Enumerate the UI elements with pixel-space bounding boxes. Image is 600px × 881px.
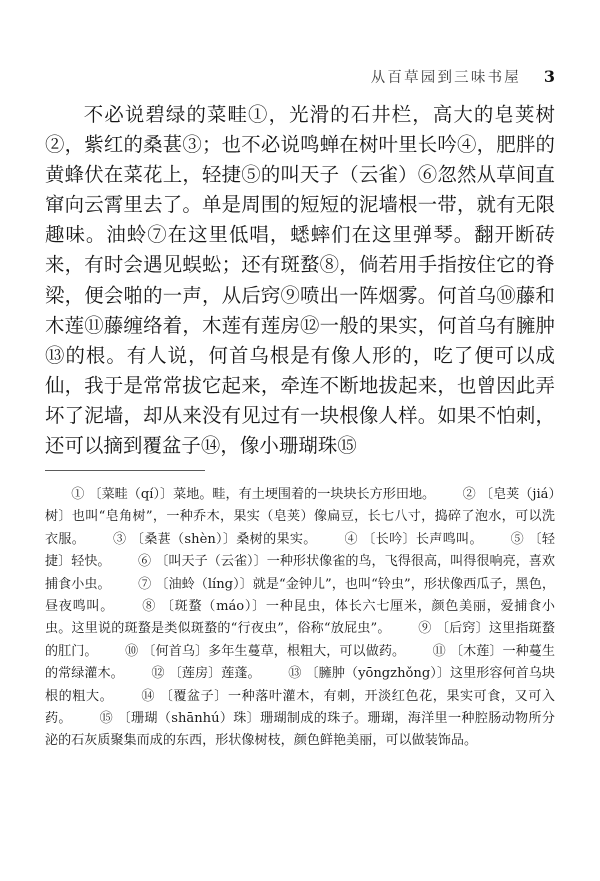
running-head	[45, 66, 555, 90]
chapter-title: 从百草园到三味书屋	[370, 70, 521, 86]
footnote-text: 〔莲房〕莲蓬。	[168, 666, 261, 682]
footnote-marker: ⑫	[151, 666, 169, 682]
footnote-text: 〔皂荚（jiá）树〕也叫“皂角树”，一种乔木，果实（皂荚）像扁豆，长七八寸，捣碎了泡水，可以洗衣服。	[45, 487, 555, 547]
footnote-paragraph	[45, 484, 555, 753]
footnote-separator-rule	[45, 470, 205, 471]
footnote-marker: ①	[71, 487, 89, 502]
footnote-text: 〔菜畦（qí）〕菜地。畦，有土埂围着的一块块长方形田地。	[88, 487, 436, 502]
footnote-item	[45, 711, 555, 748]
footnote-text: 〔何首乌〕多年生蔓草，根粗大，可以做药。	[142, 643, 406, 659]
footnote-marker: ③	[112, 531, 131, 547]
footnote-marker: ⑮	[99, 711, 118, 727]
footnote-marker: ⑩	[125, 643, 143, 659]
footnote-marker: ⑪	[432, 643, 450, 659]
footnote-text: 〔覆盆子〕一种落叶灌木，有刺，开淡红色花，果实可食，又可入药。	[45, 688, 556, 727]
footnote-text: 〔桑葚（shèn）〕桑树的果实。	[130, 531, 317, 547]
footnote-marker: ②	[462, 487, 480, 502]
footnote-text: 〔木莲〕一种蔓生的常绿灌木。	[45, 643, 555, 682]
footnote-text: 〔轻捷〕轻快。	[45, 531, 556, 570]
footnote-marker: ⑭	[140, 688, 160, 704]
body-text	[45, 100, 555, 461]
footnote-block	[45, 484, 555, 753]
footnote-marker: ⑦	[138, 576, 156, 592]
footnote-marker: ④	[344, 531, 363, 547]
footnote-text: 〔油蛉（líng）〕就是“金钟儿”，也叫“铃虫”，形状像西瓜子，黑色，昼夜鸣叫。	[45, 576, 555, 615]
footnote-item	[125, 644, 405, 659]
footnote-text: 〔长吟〕长声鸣叫。	[362, 531, 483, 547]
footnote-marker: ⑨	[418, 621, 436, 637]
footnote-item	[151, 666, 260, 681]
footnote-item	[113, 532, 317, 547]
footnote-text: 〔后窍〕这里指斑蝥的肛门。	[45, 621, 555, 659]
footnote-marker: ⑧	[141, 599, 161, 615]
footnote-marker: ⑤	[510, 531, 529, 547]
body-paragraph: 不必说碧绿的菜畦①，光滑的石井栏，高大的皂荚树②，紫红的桑葚③；也不必说鸣蝉在树叶里长吟④，肥胖的黄蜂伏在菜花上，轻捷⑤的叫天子（云雀）⑥忽然从草间直窜向云霄里去了。单是周围的短短的泥墙根一带，就有无限趣味。油蛉⑦在这里低唱，蟋蟀们在这里弹琴。翻开断砖来，有时会遇见蜈蚣；还有斑蝥⑧，倘若用手指按住它的脊梁，便会啪的一声，从后窍⑨喷出一阵烟雾。何首乌⑩藤和木莲⑪藤缠络着，木莲有莲房⑫一般的果实，何首乌有臃肿⑬的根。有人说，何首乌根是有像人形的，吃了便可以成仙，我于是常常拔它起来，牵连不断地拔起来，也曾因此弄坏了泥墙，却从来没有见过有一块根像人样。如果不怕刺，还可以摘到覆盆子⑭，像小珊瑚珠⑮	[45, 103, 555, 458]
footnote-text: 〔珊瑚（shānhú）珠〕珊瑚制成的珠子。珊瑚，海洋里一种腔肠动物所分泌的石灰质聚集而成的东西，形状像树枝，颜色鲜艳美丽，可以做装饰品。	[45, 711, 555, 749]
page-number: 3	[543, 67, 555, 86]
footnote-marker: ⑬	[288, 666, 306, 682]
footnote-marker: ⑥	[138, 554, 156, 570]
footnote-text: 〔斑蝥（máo）〕一种昆虫，体长六七厘米，颜色美丽，爱捕食小虫。这里说的斑蝥是类似斑蝥的“行夜虫”，俗称“放屁虫”。	[45, 599, 555, 637]
footnote-text: 〔叫天子（云雀）〕一种形状像雀的鸟，飞得很高，叫得很响亮，喜欢捕食小虫。	[45, 554, 556, 592]
footnote-item	[71, 487, 435, 502]
footnote-text: 〔臃肿（yōngzhǒng）〕这里形容何首乌块根的粗大。	[45, 666, 556, 704]
footnote-item	[344, 532, 483, 547]
